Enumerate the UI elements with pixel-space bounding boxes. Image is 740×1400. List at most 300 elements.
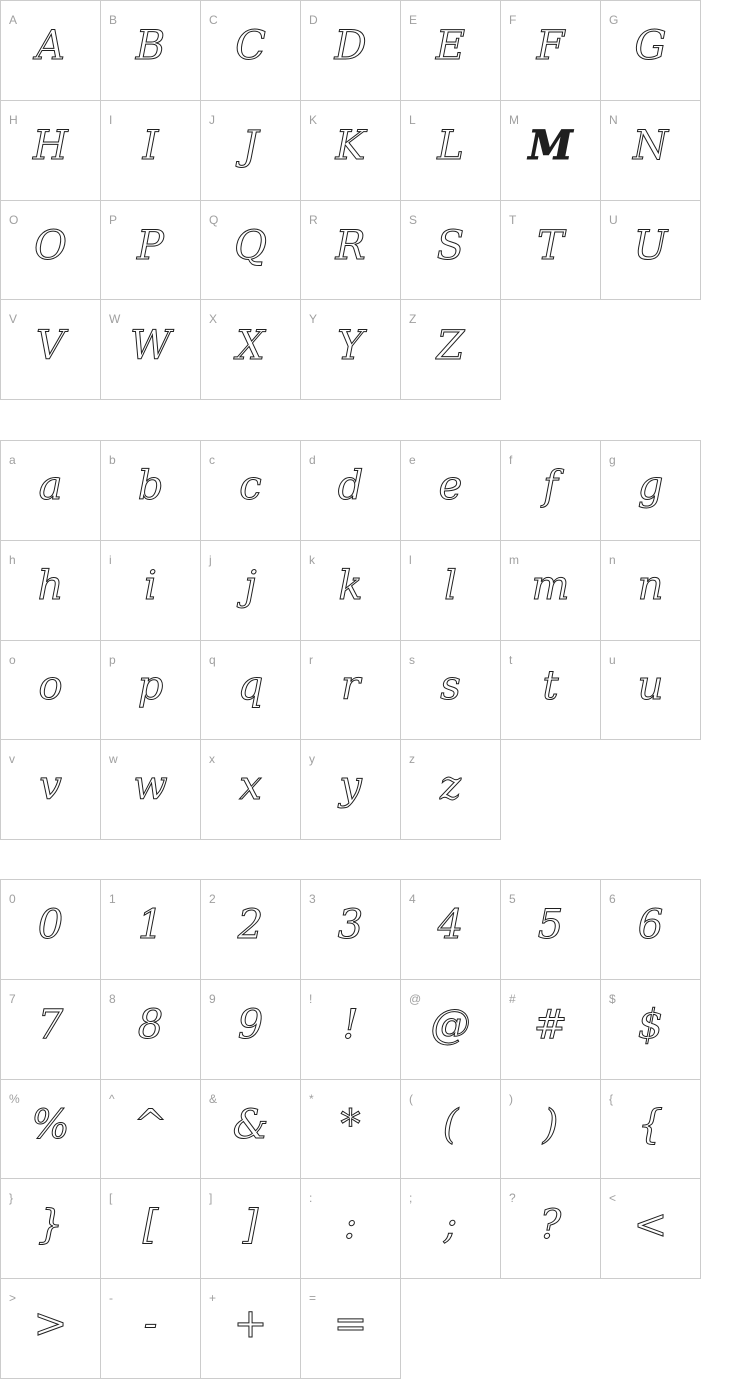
glyph: a	[38, 463, 63, 510]
cell-label: g	[609, 453, 616, 467]
cell-label: x	[209, 752, 215, 767]
cell-label: N	[609, 112, 618, 127]
glyph: p	[137, 662, 164, 709]
glyph: f	[543, 463, 558, 510]
cell-label: <	[609, 1191, 617, 1206]
glyph-wrap	[101, 641, 200, 740]
glyph: e	[438, 463, 463, 510]
cell-label: >	[9, 1291, 17, 1305]
glyph-wrap	[201, 300, 300, 399]
glyph-wrap	[1, 880, 100, 979]
glyph: v	[39, 762, 62, 809]
glyph-cell	[301, 1080, 401, 1180]
glyph-wrap	[401, 980, 500, 1079]
glyph-cell	[101, 101, 201, 201]
glyph: M	[528, 122, 573, 170]
glyph-wrap	[1, 541, 100, 640]
glyph-cell	[301, 740, 401, 840]
glyph: j	[244, 563, 257, 610]
cell-label: V	[9, 312, 18, 327]
cell-label: s	[409, 652, 415, 667]
cell-label: *	[309, 1091, 314, 1106]
glyph-wrap	[101, 1279, 200, 1378]
glyph-wrap	[201, 641, 300, 740]
glyph-cell	[301, 1179, 401, 1279]
glyph-wrap	[1, 980, 100, 1079]
glyph-wrap	[501, 201, 600, 300]
cell-label: h	[9, 552, 16, 567]
glyph-cell	[401, 101, 501, 201]
glyph: c	[239, 463, 262, 510]
glyph-wrap	[401, 300, 500, 399]
cell-label: C	[209, 13, 218, 27]
glyph: !	[342, 1002, 359, 1049]
glyph-wrap	[101, 980, 200, 1079]
glyph: >	[33, 1301, 68, 1348]
glyph: W	[129, 322, 172, 369]
cell-label: O	[9, 212, 19, 227]
glyph-cell	[301, 1279, 401, 1379]
glyph: k	[338, 563, 363, 610]
glyph: 7	[37, 1002, 64, 1049]
glyph-cell	[1, 880, 101, 980]
glyph-cell	[601, 641, 701, 741]
cell-label: n	[609, 552, 616, 567]
glyph: g	[637, 463, 664, 510]
glyph-wrap	[501, 980, 600, 1079]
glyph: x	[239, 762, 262, 809]
glyph-cell	[201, 641, 301, 741]
glyph-cell	[301, 101, 401, 201]
glyph-cell	[401, 300, 501, 400]
glyph-cell	[101, 300, 201, 400]
uppercase-glyph-grid	[0, 0, 701, 400]
glyph-cell	[1, 980, 101, 1080]
glyph-cell	[101, 1179, 201, 1279]
cell-label: 0	[9, 892, 16, 906]
glyph: ^	[133, 1101, 168, 1148]
glyph: 2	[237, 902, 264, 949]
glyph-cell	[301, 641, 401, 741]
cell-label: -	[109, 1291, 113, 1305]
glyph-cell	[1, 201, 101, 301]
glyph: +	[233, 1301, 268, 1348]
glyph-wrap	[501, 101, 600, 200]
glyph: i	[144, 563, 157, 610]
glyph-cell	[101, 980, 201, 1080]
glyph-cell	[401, 1179, 501, 1279]
glyph-cell	[201, 1080, 301, 1180]
glyph-wrap	[301, 1080, 400, 1179]
glyph-cell	[1, 1080, 101, 1180]
glyph-cell	[1, 441, 101, 541]
glyph: D	[334, 23, 367, 70]
cell-label: j	[209, 552, 212, 567]
glyph-wrap	[301, 300, 400, 399]
numbers-symbols-glyph-grid	[0, 879, 701, 1379]
glyph: ]	[242, 1201, 259, 1248]
cell-label: k	[309, 552, 315, 567]
glyph: d	[337, 463, 364, 510]
glyph-wrap	[201, 441, 300, 540]
cell-label: G	[609, 13, 619, 27]
glyph-wrap	[401, 641, 500, 740]
glyph: 3	[337, 902, 364, 949]
glyph-wrap	[401, 1179, 500, 1278]
cell-label: (	[409, 1091, 413, 1106]
glyph: {	[637, 1101, 664, 1148]
glyph-cell	[1, 101, 101, 201]
glyph-wrap	[601, 641, 700, 740]
glyph: u	[637, 662, 664, 709]
cell-label: $	[609, 991, 616, 1006]
cell-label: f	[509, 453, 513, 467]
glyph: 6	[637, 902, 664, 949]
glyph-wrap	[101, 300, 200, 399]
glyph: o	[38, 662, 63, 709]
cell-label: A	[9, 13, 18, 27]
glyph-cell	[401, 980, 501, 1080]
glyph-cell	[401, 201, 501, 301]
glyph-wrap	[201, 980, 300, 1079]
cell-label: 4	[409, 892, 416, 906]
glyph-wrap	[501, 641, 600, 740]
glyph-cell	[301, 201, 401, 301]
glyph-cell	[601, 980, 701, 1080]
glyph-cell	[501, 980, 601, 1080]
glyph: @	[430, 1002, 471, 1049]
glyph-cell	[1, 1179, 101, 1279]
glyph-cell	[201, 541, 301, 641]
glyph: E	[435, 23, 466, 70]
glyph-cell	[1, 541, 101, 641]
glyph: V	[36, 322, 65, 369]
cell-label: e	[409, 453, 416, 467]
glyph-wrap	[601, 101, 700, 200]
glyph: 4	[437, 902, 464, 949]
glyph-wrap	[401, 541, 500, 640]
cell-label: F	[509, 13, 517, 27]
glyph: X	[236, 322, 265, 369]
glyph-wrap	[1, 441, 100, 540]
glyph: J	[242, 123, 259, 170]
glyph: L	[437, 123, 464, 170]
glyph-wrap	[101, 1179, 200, 1278]
glyph: r	[340, 662, 361, 709]
glyph-cell	[401, 541, 501, 641]
glyph-cell	[101, 880, 201, 980]
glyph-wrap	[1, 1, 100, 100]
cell-label: &	[209, 1091, 218, 1106]
glyph-cell	[201, 300, 301, 400]
glyph: G	[634, 23, 667, 70]
glyph: 0	[37, 902, 64, 949]
glyph-cell	[501, 1080, 601, 1180]
cell-label: q	[209, 652, 216, 667]
glyph-wrap	[201, 1, 300, 100]
cell-label: t	[509, 652, 513, 667]
glyph-wrap	[301, 880, 400, 979]
glyph-wrap	[601, 1080, 700, 1179]
cell-label: 5	[509, 892, 516, 906]
cell-label: p	[109, 652, 116, 667]
glyph-wrap	[401, 880, 500, 979]
glyph-cell	[401, 740, 501, 840]
glyph-cell	[501, 641, 601, 741]
cell-label: 1	[109, 892, 116, 906]
glyph-cell	[401, 1080, 501, 1180]
glyph-cell	[601, 880, 701, 980]
glyph: C	[235, 23, 266, 70]
glyph: y	[339, 762, 362, 809]
cell-label: b	[109, 453, 116, 467]
cell-label: @	[409, 991, 422, 1006]
glyph: K	[335, 123, 366, 170]
glyph: *	[340, 1101, 361, 1148]
cell-label: d	[309, 453, 316, 467]
glyph-wrap	[501, 1179, 600, 1278]
cell-label: o	[9, 652, 16, 667]
glyph-cell	[301, 880, 401, 980]
cell-label: P	[109, 212, 118, 227]
cell-label: I	[109, 112, 113, 127]
glyph: #	[533, 1002, 568, 1049]
glyph-cell	[401, 1, 501, 101]
glyph-wrap	[301, 740, 400, 839]
cell-label: 3	[309, 892, 316, 906]
glyph-wrap	[401, 101, 500, 200]
glyph-cell	[501, 201, 601, 301]
glyph: t	[542, 662, 559, 709]
glyph-wrap	[601, 201, 700, 300]
glyph-wrap	[501, 441, 600, 540]
glyph: l	[444, 563, 457, 610]
glyph-cell	[201, 201, 301, 301]
cell-label: a	[9, 453, 16, 467]
cell-label: Z	[409, 312, 417, 327]
cell-label: 7	[9, 991, 16, 1006]
cell-label: Q	[209, 212, 219, 227]
glyph-cell	[501, 541, 601, 641]
glyph: w	[133, 762, 168, 809]
glyph-wrap	[1, 300, 100, 399]
glyph: <	[633, 1201, 668, 1248]
glyph: N	[633, 123, 668, 170]
glyph: z	[439, 762, 462, 809]
glyph: &	[232, 1101, 269, 1148]
glyph-wrap	[301, 1179, 400, 1278]
cell-label: U	[609, 212, 618, 227]
cell-label: T	[509, 212, 517, 227]
glyph: :	[343, 1201, 358, 1248]
glyph-cell	[301, 541, 401, 641]
glyph-cell	[201, 101, 301, 201]
cell-label: Y	[309, 312, 318, 327]
cell-label: M	[509, 112, 519, 127]
cell-label: ]	[209, 1191, 213, 1206]
glyph: U	[633, 222, 668, 269]
glyph-wrap	[401, 201, 500, 300]
cell-label: D	[309, 13, 318, 27]
glyph-wrap	[201, 101, 300, 200]
glyph: Q	[234, 222, 267, 269]
glyph-cell	[601, 1080, 701, 1180]
glyph-wrap	[101, 441, 200, 540]
cell-label: !	[309, 991, 313, 1006]
glyph-cell	[201, 1279, 301, 1379]
glyph-cell	[601, 201, 701, 301]
glyph-wrap	[101, 101, 200, 200]
glyph-cell	[401, 880, 501, 980]
glyph: n	[637, 563, 664, 610]
glyph-wrap	[101, 740, 200, 839]
glyph-cell	[101, 641, 201, 741]
glyph-cell	[201, 740, 301, 840]
glyph-wrap	[301, 641, 400, 740]
cell-label: u	[609, 652, 616, 667]
glyph: b	[137, 463, 164, 510]
cell-label: 2	[209, 892, 216, 906]
glyph-wrap	[501, 1, 600, 100]
glyph-wrap	[1, 1179, 100, 1278]
glyph-wrap	[301, 1, 400, 100]
cell-label: m	[509, 552, 519, 567]
glyph-cell	[101, 1080, 201, 1180]
cell-label: K	[309, 112, 318, 127]
glyph-cell	[601, 1, 701, 101]
cell-label: }	[9, 1191, 14, 1206]
glyph-cell	[301, 1, 401, 101]
glyph-cell	[501, 101, 601, 201]
cell-label: l	[409, 552, 412, 567]
glyph-wrap	[601, 1179, 700, 1278]
cell-label: 8	[109, 991, 116, 1006]
cell-label: S	[409, 212, 418, 227]
cell-label: )	[509, 1091, 513, 1106]
glyph: P	[137, 222, 164, 269]
cell-label: ^	[109, 1091, 115, 1106]
glyph-wrap	[201, 1179, 300, 1278]
glyph: (	[442, 1101, 459, 1148]
glyph-cell	[601, 1179, 701, 1279]
glyph-cell	[501, 1179, 601, 1279]
glyph: S	[436, 222, 465, 269]
cell-label: L	[409, 112, 416, 127]
glyph-cell	[301, 980, 401, 1080]
glyph-cell	[201, 1179, 301, 1279]
glyph-wrap	[201, 740, 300, 839]
cell-label: #	[509, 991, 516, 1006]
glyph-wrap	[201, 1279, 300, 1378]
cell-label: v	[9, 752, 15, 767]
glyph: 9	[237, 1002, 264, 1049]
cell-label: J	[209, 112, 215, 127]
glyph-cell	[201, 880, 301, 980]
glyph: q	[237, 662, 264, 709]
glyph: R	[335, 222, 366, 269]
cell-label: :	[309, 1191, 313, 1206]
glyph-wrap	[101, 1, 200, 100]
glyph: m	[531, 563, 570, 610]
glyph: -	[143, 1301, 158, 1348]
cell-label: R	[309, 212, 318, 227]
glyph-cell	[1, 1, 101, 101]
glyph-cell	[601, 541, 701, 641]
glyph-wrap	[501, 1080, 600, 1179]
glyph-wrap	[501, 541, 600, 640]
glyph-cell	[601, 101, 701, 201]
glyph: F	[536, 23, 565, 70]
glyph: ?	[539, 1201, 562, 1248]
glyph-cell	[1, 641, 101, 741]
glyph: 5	[537, 902, 564, 949]
glyph-wrap	[501, 880, 600, 979]
glyph-wrap	[201, 1080, 300, 1179]
cell-label: 6	[609, 892, 616, 906]
glyph-wrap	[1, 740, 100, 839]
glyph-wrap	[101, 541, 200, 640]
glyph-wrap	[301, 1279, 400, 1378]
cell-label: =	[309, 1291, 317, 1305]
glyph: s	[440, 662, 461, 709]
glyph-cell	[101, 441, 201, 541]
glyph-wrap	[201, 541, 300, 640]
glyph-cell	[101, 1, 201, 101]
glyph: Y	[337, 322, 364, 369]
glyph-cell	[101, 740, 201, 840]
glyph: B	[135, 23, 166, 70]
glyph-cell	[601, 441, 701, 541]
glyph: )	[542, 1101, 559, 1148]
cell-label: ;	[409, 1191, 413, 1206]
glyph-wrap	[1, 1279, 100, 1378]
glyph-wrap	[301, 201, 400, 300]
cell-label: y	[309, 752, 315, 767]
cell-label: X	[209, 312, 218, 327]
glyph-wrap	[401, 740, 500, 839]
glyph-wrap	[401, 1, 500, 100]
glyph-wrap	[301, 980, 400, 1079]
glyph: T	[537, 222, 564, 269]
cell-label: H	[9, 112, 18, 127]
glyph-wrap	[201, 201, 300, 300]
glyph-cell	[501, 441, 601, 541]
glyph-cell	[401, 441, 501, 541]
glyph-wrap	[601, 1, 700, 100]
glyph-wrap	[1, 101, 100, 200]
glyph-cell	[101, 541, 201, 641]
cell-label: ?	[509, 1191, 516, 1206]
lowercase-glyph-grid	[0, 440, 701, 840]
glyph-cell	[501, 880, 601, 980]
glyph-wrap	[1, 1080, 100, 1179]
glyph: ;	[443, 1201, 458, 1248]
glyph-cell	[101, 201, 201, 301]
glyph: $	[637, 1002, 664, 1049]
cell-label: B	[109, 13, 118, 27]
glyph-cell	[201, 980, 301, 1080]
glyph: Z	[436, 322, 465, 369]
glyph-cell	[401, 641, 501, 741]
glyph-wrap	[601, 880, 700, 979]
glyph-wrap	[601, 541, 700, 640]
cell-label: z	[409, 752, 415, 767]
glyph: [	[142, 1201, 159, 1248]
glyph: 1	[137, 902, 164, 949]
cell-label: 9	[209, 991, 216, 1006]
cell-label: w	[109, 752, 118, 767]
glyph-cell	[1, 740, 101, 840]
